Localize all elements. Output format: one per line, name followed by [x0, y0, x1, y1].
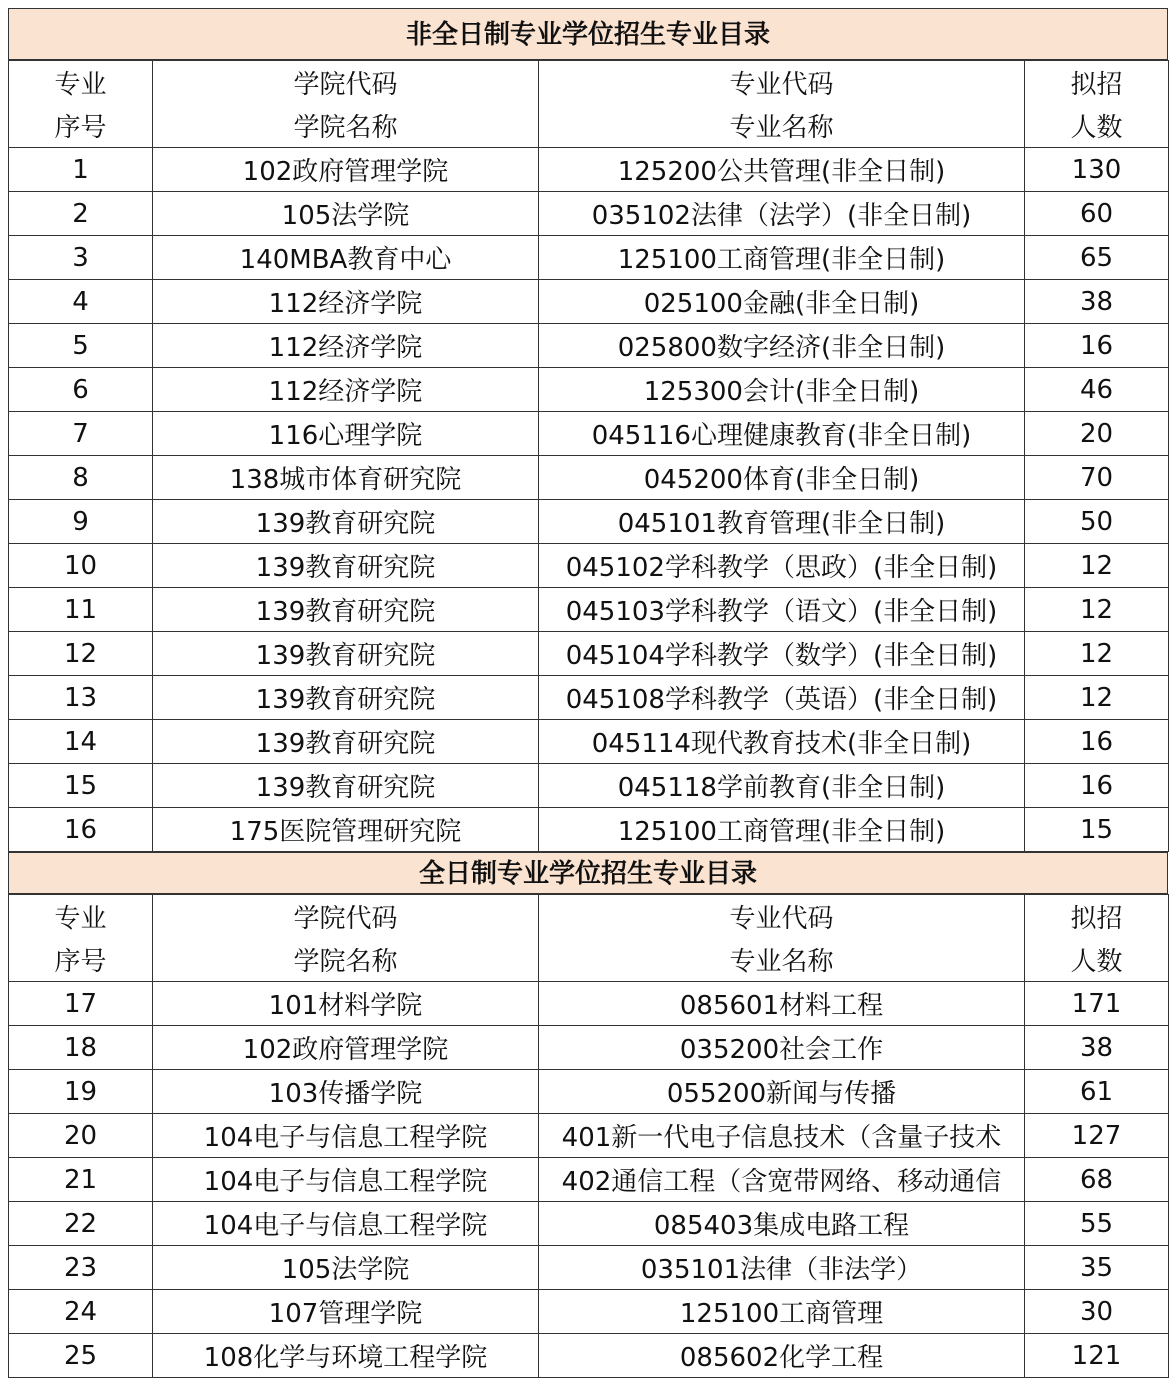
table-row [9, 544, 1169, 588]
header-cell: 序号 [9, 938, 153, 982]
section2-table [8, 894, 1169, 1378]
section1-header-top [9, 61, 1169, 105]
table-row [9, 1070, 1169, 1114]
college-cell: 139教育研究院 [153, 720, 539, 764]
college-cell: 102政府管理学院 [153, 148, 539, 192]
quota-cell: 35 [1025, 1246, 1169, 1290]
college-cell: 105法学院 [153, 1246, 539, 1290]
quota-cell: 50 [1025, 500, 1169, 544]
college-cell: 112经济学院 [153, 280, 539, 324]
row-number-cell: 14 [9, 720, 153, 764]
college-cell: 103传播学院 [153, 1070, 539, 1114]
major-cell: 085403集成电路工程 [539, 1202, 1025, 1246]
major-cell: 055200新闻与传播 [539, 1070, 1025, 1114]
table-row [9, 412, 1169, 456]
quota-cell: 61 [1025, 1070, 1169, 1114]
row-number-cell: 21 [9, 1158, 153, 1202]
major-cell: 035101法律（非法学） [539, 1246, 1025, 1290]
row-number-cell: 24 [9, 1290, 153, 1334]
major-cell: 045102学科教学（思政）(非全日制) [539, 544, 1025, 588]
header-cell: 专业代码 [539, 61, 1025, 105]
college-cell: 104电子与信息工程学院 [153, 1202, 539, 1246]
section2-title: 全日制专业学位招生专业目录 [8, 852, 1168, 894]
table-row [9, 676, 1169, 720]
section2-header-bottom [9, 938, 1169, 982]
college-cell: 101材料学院 [153, 982, 539, 1026]
major-cell: 035102法律（法学）(非全日制) [539, 192, 1025, 236]
quota-cell: 130 [1025, 148, 1169, 192]
table-row [9, 456, 1169, 500]
table-row [9, 1334, 1169, 1378]
row-number-cell: 23 [9, 1246, 153, 1290]
quota-cell: 121 [1025, 1334, 1169, 1378]
college-cell: 102政府管理学院 [153, 1026, 539, 1070]
table-row [9, 500, 1169, 544]
quota-cell: 171 [1025, 982, 1169, 1026]
table-row [9, 1246, 1169, 1290]
section1-header-bottom [9, 104, 1169, 148]
major-cell: 045200体育(非全日制) [539, 456, 1025, 500]
quota-cell: 60 [1025, 192, 1169, 236]
header-cell: 专业名称 [539, 104, 1025, 148]
major-cell: 125100工商管理(非全日制) [539, 236, 1025, 280]
table-row [9, 280, 1169, 324]
table-row [9, 148, 1169, 192]
section2-header-top [9, 895, 1169, 939]
table-row [9, 1158, 1169, 1202]
row-number-cell: 15 [9, 764, 153, 808]
quota-cell: 15 [1025, 808, 1169, 852]
row-number-cell: 19 [9, 1070, 153, 1114]
college-cell: 104电子与信息工程学院 [153, 1158, 539, 1202]
row-number-cell: 1 [9, 148, 153, 192]
college-cell: 105法学院 [153, 192, 539, 236]
quota-cell: 70 [1025, 456, 1169, 500]
row-number-cell: 16 [9, 808, 153, 852]
row-number-cell: 13 [9, 676, 153, 720]
header-cell: 专业代码 [539, 895, 1025, 939]
college-cell: 116心理学院 [153, 412, 539, 456]
college-cell: 175医院管理研究院 [153, 808, 539, 852]
header-cell: 学院名称 [153, 104, 539, 148]
row-number-cell: 25 [9, 1334, 153, 1378]
quota-cell: 12 [1025, 544, 1169, 588]
header-cell: 序号 [9, 104, 153, 148]
college-cell: 107管理学院 [153, 1290, 539, 1334]
major-cell: 045108学科教学（英语）(非全日制) [539, 676, 1025, 720]
header-cell: 学院代码 [153, 61, 539, 105]
catalog-sheet [8, 8, 1168, 1378]
row-number-cell: 4 [9, 280, 153, 324]
college-cell: 139教育研究院 [153, 588, 539, 632]
row-number-cell: 9 [9, 500, 153, 544]
quota-cell: 38 [1025, 280, 1169, 324]
major-cell: 125200公共管理(非全日制) [539, 148, 1025, 192]
header-cell: 专业名称 [539, 938, 1025, 982]
major-cell: 025100金融(非全日制) [539, 280, 1025, 324]
college-cell: 112经济学院 [153, 368, 539, 412]
college-cell: 139教育研究院 [153, 632, 539, 676]
row-number-cell: 7 [9, 412, 153, 456]
table-row [9, 588, 1169, 632]
quota-cell: 55 [1025, 1202, 1169, 1246]
table-row [9, 764, 1169, 808]
major-cell: 402通信工程（含宽带网络、移动通信 [539, 1158, 1025, 1202]
major-cell: 045116心理健康教育(非全日制) [539, 412, 1025, 456]
quota-cell: 12 [1025, 632, 1169, 676]
row-number-cell: 5 [9, 324, 153, 368]
table-row [9, 982, 1169, 1026]
major-cell: 401新一代电子信息技术（含量子技术 [539, 1114, 1025, 1158]
quota-cell: 127 [1025, 1114, 1169, 1158]
row-number-cell: 12 [9, 632, 153, 676]
row-number-cell: 22 [9, 1202, 153, 1246]
quota-cell: 12 [1025, 676, 1169, 720]
major-cell: 125100工商管理 [539, 1290, 1025, 1334]
header-cell: 人数 [1025, 104, 1169, 148]
major-cell: 045103学科教学（语文）(非全日制) [539, 588, 1025, 632]
row-number-cell: 20 [9, 1114, 153, 1158]
major-cell: 125100工商管理(非全日制) [539, 808, 1025, 852]
quota-cell: 20 [1025, 412, 1169, 456]
row-number-cell: 11 [9, 588, 153, 632]
row-number-cell: 17 [9, 982, 153, 1026]
major-cell: 085601材料工程 [539, 982, 1025, 1026]
table-row [9, 236, 1169, 280]
table-row [9, 808, 1169, 852]
quota-cell: 12 [1025, 588, 1169, 632]
table-row [9, 720, 1169, 764]
major-cell: 085602化学工程 [539, 1334, 1025, 1378]
quota-cell: 46 [1025, 368, 1169, 412]
major-cell: 125300会计(非全日制) [539, 368, 1025, 412]
row-number-cell: 10 [9, 544, 153, 588]
row-number-cell: 18 [9, 1026, 153, 1070]
quota-cell: 16 [1025, 720, 1169, 764]
row-number-cell: 8 [9, 456, 153, 500]
table-row [9, 632, 1169, 676]
header-cell: 专业 [9, 61, 153, 105]
quota-cell: 38 [1025, 1026, 1169, 1070]
college-cell: 139教育研究院 [153, 676, 539, 720]
row-number-cell: 3 [9, 236, 153, 280]
quota-cell: 68 [1025, 1158, 1169, 1202]
table-row [9, 1114, 1169, 1158]
section1-title: 非全日制专业学位招生专业目录 [8, 8, 1168, 60]
quota-cell: 30 [1025, 1290, 1169, 1334]
major-cell: 045118学前教育(非全日制) [539, 764, 1025, 808]
college-cell: 112经济学院 [153, 324, 539, 368]
college-cell: 139教育研究院 [153, 764, 539, 808]
quota-cell: 65 [1025, 236, 1169, 280]
major-cell: 025800数字经济(非全日制) [539, 324, 1025, 368]
header-cell: 拟招 [1025, 61, 1169, 105]
table-row [9, 368, 1169, 412]
college-cell: 108化学与环境工程学院 [153, 1334, 539, 1378]
table-row [9, 1026, 1169, 1070]
college-cell: 138城市体育研究院 [153, 456, 539, 500]
header-cell: 专业 [9, 895, 153, 939]
table-row [9, 192, 1169, 236]
header-cell: 学院代码 [153, 895, 539, 939]
quota-cell: 16 [1025, 324, 1169, 368]
college-cell: 104电子与信息工程学院 [153, 1114, 539, 1158]
row-number-cell: 6 [9, 368, 153, 412]
header-cell: 拟招 [1025, 895, 1169, 939]
section1-table [8, 60, 1169, 852]
table-row [9, 1290, 1169, 1334]
table-row [9, 324, 1169, 368]
table-row [9, 1202, 1169, 1246]
header-cell: 人数 [1025, 938, 1169, 982]
row-number-cell: 2 [9, 192, 153, 236]
major-cell: 045114现代教育技术(非全日制) [539, 720, 1025, 764]
header-cell: 学院名称 [153, 938, 539, 982]
quota-cell: 16 [1025, 764, 1169, 808]
college-cell: 139教育研究院 [153, 544, 539, 588]
college-cell: 140MBA教育中心 [153, 236, 539, 280]
college-cell: 139教育研究院 [153, 500, 539, 544]
major-cell: 035200社会工作 [539, 1026, 1025, 1070]
major-cell: 045101教育管理(非全日制) [539, 500, 1025, 544]
major-cell: 045104学科教学（数学）(非全日制) [539, 632, 1025, 676]
